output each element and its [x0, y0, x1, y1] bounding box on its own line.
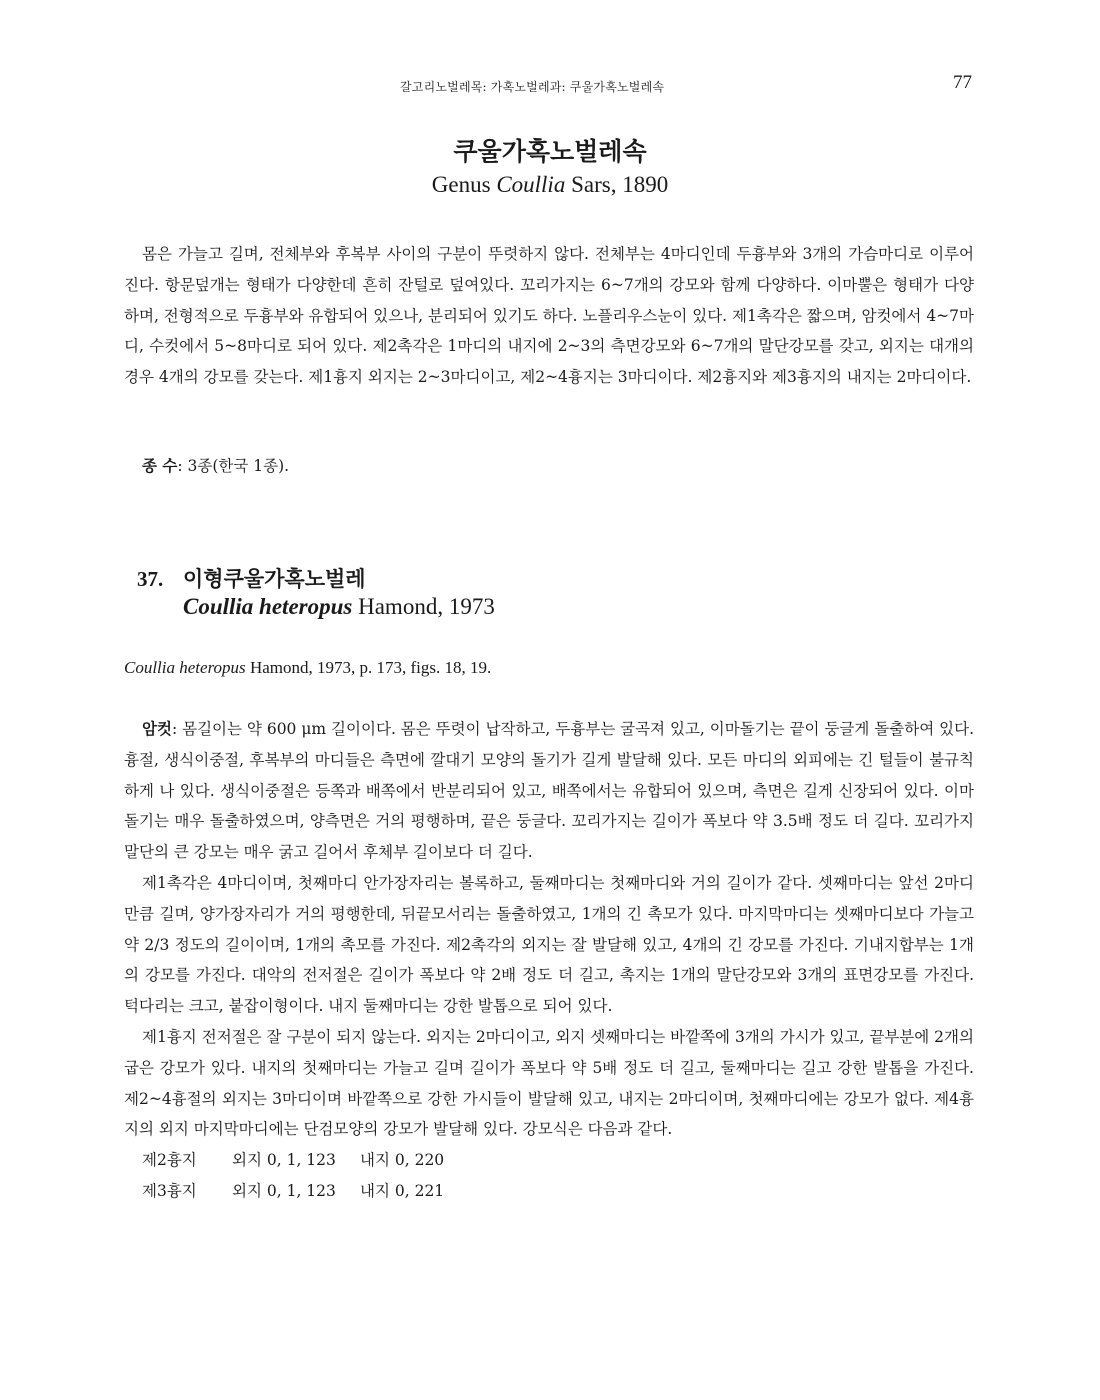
running-header: 갈고리노벌레목: 가혹노벌레과: 쿠울가혹노벌레속: [400, 80, 665, 94]
setal-formula-row: [124, 1176, 974, 1207]
formula-endopod: 내지 0, 220: [360, 1151, 445, 1170]
species-subtitle: [183, 594, 495, 620]
formula-exopod: 외지 0, 1, 123: [232, 1181, 336, 1200]
species-count-value: : 3종(한국 1종).: [177, 457, 290, 475]
citation-latin: Coullia heteropus: [124, 658, 246, 677]
formula-exopod: 외지 0, 1, 123: [232, 1151, 336, 1170]
genus-title: 쿠울가혹노벌레속: [453, 137, 647, 166]
species-citation: [124, 658, 491, 678]
genus-prefix: Genus: [431, 172, 497, 197]
species-count-block: [124, 451, 974, 482]
genus-description: 몸은 가늘고 길며, 전체부와 후복부 사이의 구분이 뚜렷하지 않다. 전체부는 4마디인데 두흉부와 3개의 가슴마디로 이루어진다. 항문덮개는 형태가 다양한데 흔히 잔털로 덮여있다. 꼬리가지는 6~7개의 강모와 함께 다양하다. 이마뿔은 형태가 다양하며, 전형적으로 두흉부와 유합되어 있으나, 분리되어 있기도 하다. 노플리우스눈이 있다. 제1촉각은 짧으며, 암컷에서 4~7마디, 수컷에서 5~8마디로 되어 있다. 제2촉각은 1마디의 내지에 2~3의 측면강모와 6~7개의 말단강모를 갖고, 외지는 대개의 경우 4개의 강모를 갖는다. 제1흉지 외지는 2~3마디이고, 제2~4흉지는 3마디이다. 제2흉지와 제3흉지의 내지는 2마디이다.: [124, 245, 974, 387]
genus-authority: Sars, 1890: [565, 172, 669, 197]
female-label: 암컷: [142, 719, 172, 738]
genus-latin-name: Coullia: [496, 172, 566, 197]
genus-subtitle: [0, 172, 1100, 198]
antenna-description: 제1촉각은 4마디이며, 첫째마디 안가장자리는 볼록하고, 둘째마디는 첫째마디와 거의 길이가 같다. 셋째마디는 앞선 2마디만큼 길며, 양가장자리가 거의 평행한데, 뒤끝모서리는 돌출하였고, 1개의 긴 촉모가 있다. 마지막마디는 셋째마디보다 가늘고 약 2/3 정도의 길이이며, 1개의 촉모를 가진다. 제2촉각의 외지는 잘 발달해 있고, 4개의 긴 강모를 가진다. 기내지합부는 1개의 강모를 가진다. 대악의 전저절은 길이가 폭보다 약 2배 정도 더 길고, 촉지는 1개의 말단강모와 3개의 표면강모를 가진다. 턱다리는 크고, 붙잡이형이다. 내지 둘째마디는 강한 발톱으로 되어 있다.: [124, 873, 974, 1016]
citation-rest: Hamond, 1973, p. 173, figs. 18, 19.: [245, 658, 492, 677]
species-number: 37.: [137, 567, 164, 591]
species-authority: Hamond, 1973: [352, 594, 495, 619]
species-description-block: [124, 714, 974, 1207]
species-korean-name: 이형쿠울가혹노벌레: [183, 566, 366, 591]
species-heading: [137, 563, 366, 593]
formula-endopod: 내지 0, 221: [360, 1181, 445, 1200]
species-latin-name: Coullia heteropus: [183, 594, 353, 619]
female-para1: : 몸길이는 약 600 μm 길이이다. 몸은 뚜렷이 납작하고, 두흉부는 굴곡져 있고, 이마돌기는 끝이 둥글게 돌출하여 있다. 흉절, 생식이중절, 후복부의 마디들은 측면에 깔대기 모양의 돌기가 길게 발달해 있다. 모든 마디의 외피에는 긴 털들이 불규칙하게 나 있다. 생식이중절은 등쪽과 배쪽에서 반분리되어 있고, 배쪽에서는 유합되어 있으며, 측면은 길게 신장되어 있다. 이마돌기는 매우 돌출하였으며, 양측면은 거의 평행하며, 끝은 둥글다. 꼬리가지는 길이가 폭보다 약 3.5배 정도 더 길다. 꼬리가지 말단의 큰 강모는 매우 굵고 길어서 후체부 길이보다 더 길다.: [124, 720, 974, 862]
species-count: [124, 451, 974, 482]
leg-description: 제1흉지 전저절은 잘 구분이 되지 않는다. 외지는 2마디이고, 외지 셋째마디는 바깥쪽에 3개의 가시가 있고, 끝부분에 2개의 굽은 강모가 있다. 내지의 첫째마디는 가늘고 길며 길이가 폭보다 약 5배 정도 더 길고, 둘째마디는 길고 강한 발톱을 가진다. 제2~4흉절의 외지는 3마디이며 바깥쪽으로 강한 가시들이 발달해 있고, 내지는 2마디이며, 첫째마디에는 강모가 없다. 제4흉지의 외지 마지막마디에는 단검모양의 강모가 발달해 있다. 강모식은 다음과 같다.: [124, 1027, 974, 1139]
female-description: [124, 714, 974, 868]
formula-leg: 제3흉지: [142, 1181, 197, 1200]
page-number: 77: [953, 72, 972, 93]
formula-leg: 제2흉지: [142, 1151, 197, 1170]
genus-description-block: [124, 239, 974, 393]
species-count-label: 종 수: [142, 456, 178, 475]
setal-formula-row: [124, 1145, 974, 1176]
